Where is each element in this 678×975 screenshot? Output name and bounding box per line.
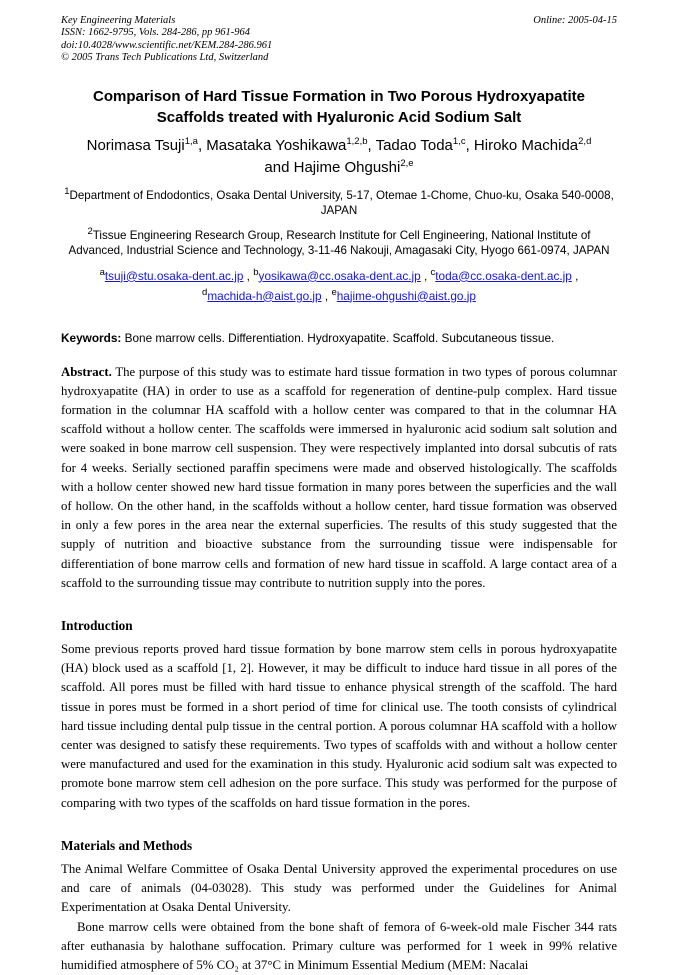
email-superscript: b bbox=[253, 267, 258, 278]
email-block bbox=[61, 266, 617, 306]
email-separator: , bbox=[322, 289, 332, 303]
author-superscript: 1,c bbox=[453, 136, 466, 147]
email-link-ohgushi[interactable]: hajime-ohgushi@aist.go.jp bbox=[337, 289, 476, 303]
materials-paragraph-2: Bone marrow cells were obtained from the bone shaft of femora of 6-week-old male Fischer 344 rats after euthanasia by halothane suffocation. Primary culture was performed for 1 week in 99% relative humidified atmosphere of 5% CO₂ at 37°C in Minimum Essential Medium (MEM: Nacalai bbox=[61, 918, 617, 975]
journal-name: Key Engineering Materials bbox=[61, 15, 272, 27]
copyright-line: © 2005 Trans Tech Publications Ltd, Switzerland bbox=[61, 52, 272, 64]
materials-paragraph-1: The Animal Welfare Committee of Osaka Dental University approved the experimental procedures on use and care of animals (04-03028). This study was performed under the Guidelines for Animal Experimentation at Osaka Dental University. bbox=[61, 860, 617, 918]
online-date: Online: 2005-04-15 bbox=[533, 15, 617, 27]
affiliation-superscript: 1 bbox=[64, 186, 69, 197]
affiliation-superscript: 2 bbox=[87, 226, 92, 237]
journal-header bbox=[61, 15, 617, 65]
author-separator: , bbox=[466, 137, 474, 154]
author-line-2 bbox=[61, 157, 617, 179]
author-separator: , bbox=[368, 137, 376, 154]
keywords-text: Bone marrow cells. Differentiation. Hydroxyapatite. Scaffold. Subcutaneous tissue. bbox=[121, 331, 554, 345]
section-introduction bbox=[61, 617, 617, 813]
email-separator: , bbox=[421, 269, 431, 283]
author: Norimasa Tsuji$^{1,a}$, bbox=[87, 137, 207, 154]
email-superscript: c bbox=[431, 267, 436, 278]
section-materials-and-methods bbox=[61, 837, 617, 975]
doi-line: doi:10.4028/www.scientific.net/KEM.284-286.961 bbox=[61, 40, 272, 52]
email-separator: , bbox=[572, 269, 579, 283]
email-superscript: a bbox=[100, 267, 105, 278]
abstract-label: Abstract. bbox=[61, 365, 112, 379]
author-superscript: 1,a bbox=[185, 136, 198, 147]
author-superscript: 2,e bbox=[400, 158, 413, 169]
email-link-machida[interactable]: machida-h@aist.go.jp bbox=[207, 289, 321, 303]
email-line-1 bbox=[61, 266, 617, 286]
affiliation-1: $^1$Department of Endodontics, Osaka Dental University, 5-17, Otemae 1-Chome, Chuo-ku, Osaka 540-0008, JAPAN bbox=[61, 188, 617, 219]
materials-and-methods-heading: Materials and Methods bbox=[61, 837, 617, 855]
abstract bbox=[61, 363, 617, 593]
author-superscript: 1,2,b bbox=[346, 136, 367, 147]
email-superscript: d bbox=[202, 287, 207, 298]
paper-title: Comparison of Hard Tissue Formation in Two Porous Hydroxyapatite Scaffolds treated with Hyaluronic Acid Sodium Salt bbox=[65, 86, 613, 128]
author: and Hajime Ohgushi$^{2,e}$ bbox=[264, 159, 413, 176]
author: Hiroko Machida$^{2,d}$ bbox=[474, 137, 591, 154]
affiliation-2: $^2$Tissue Engineering Research Group, Research Institute for Cell Engineering, National Institute of Advanced, Industrial Science and Technology, 3-11-46 Nakouji, Amagasaki City, Hyogo 661-0974, JAPAN bbox=[61, 228, 617, 259]
author-separator: , bbox=[198, 137, 206, 154]
author-superscript: 2,d bbox=[578, 136, 591, 147]
email-separator: , bbox=[243, 269, 253, 283]
introduction-paragraph: Some previous reports proved hard tissue formation by bone marrow stem cells in porous hydroxyapatite (HA) block used as a scaffold [1, 2]. However, it may be difficult to induce hard tissue in all pores of the scaffold. All pores must be filled with hard tissue to enhance physical strength of the scaffold. The hard tissue in pores must be formed in a short period of time for clinical use. The tooth consists of cylindrical hard tissue including dental pulp tissue in the central portion. A porous columnar HA scaffold with a hollow center was designed to satisfy these requirements. Two types of scaffolds with and without a hollow center were manufactured and used for the examination in this study. Hyaluronic acid sodium salt was expected to promote bone marrow stem cell adhesion on the pore surface. This study was performed for the purpose of comparing with two types of the scaffolds on hard tissue formation in the pores. bbox=[61, 640, 617, 813]
author-list bbox=[61, 135, 617, 179]
abstract-text: The purpose of this study was to estimate hard tissue formation in two types of porous columnar hydroxyapatite (HA) in order to use as a scaffold for regeneration of dentine-pulp complex. Hard tissue formation in the columnar HA scaffold with a hollow center was compared to that in the columnar HA scaffold without a hollow center. The scaffolds were immersed in hyaluronic acid sodium salt solution and were soaked in bone marrow cell suspension. They were respectively implanted into dorsal subcutis of rats for 4 weeks. Serially sectioned paraffin specimens were made and observed histologically. The scaffolds with a hollow center showed new hard tissue formation in many pores between the superficies and the wall of hollow. On the other hand, in the scaffolds without a hollow center, hard tissue formation was observed in only a few pores in the area near the external superficies. The results of this study suggested that the supply of nutrition and bioactive substance from the surrounding tissue were indispensable for differentiation of bone marrow cells and formation of new hard tissue in scaffold. A large contact area of a scaffold to the surrounding tissue may contribute to nutrition supply into the pores. bbox=[61, 365, 617, 590]
author-line-1 bbox=[61, 135, 617, 157]
issn-line: ISSN: 1662-9795, Vols. 284-286, pp 961-964 bbox=[61, 27, 272, 39]
email-superscript: e bbox=[331, 287, 336, 298]
email-link-toda[interactable]: toda@cc.osaka-dent.ac.jp bbox=[435, 269, 572, 283]
journal-header-left bbox=[61, 15, 272, 65]
email-link-yosikawa[interactable]: yosikawa@cc.osaka-dent.ac.jp bbox=[259, 269, 421, 283]
author: Tadao Toda$^{1,c}$, bbox=[376, 137, 474, 154]
email-line-2 bbox=[61, 286, 617, 306]
author: Masataka Yoshikawa$^{1,2,b}$, bbox=[206, 137, 375, 154]
keywords bbox=[61, 330, 617, 346]
email-link-tsuji[interactable]: tsuji@stu.osaka-dent.ac.jp bbox=[105, 269, 244, 283]
introduction-heading: Introduction bbox=[61, 617, 617, 635]
keywords-label: Keywords: bbox=[61, 331, 121, 345]
